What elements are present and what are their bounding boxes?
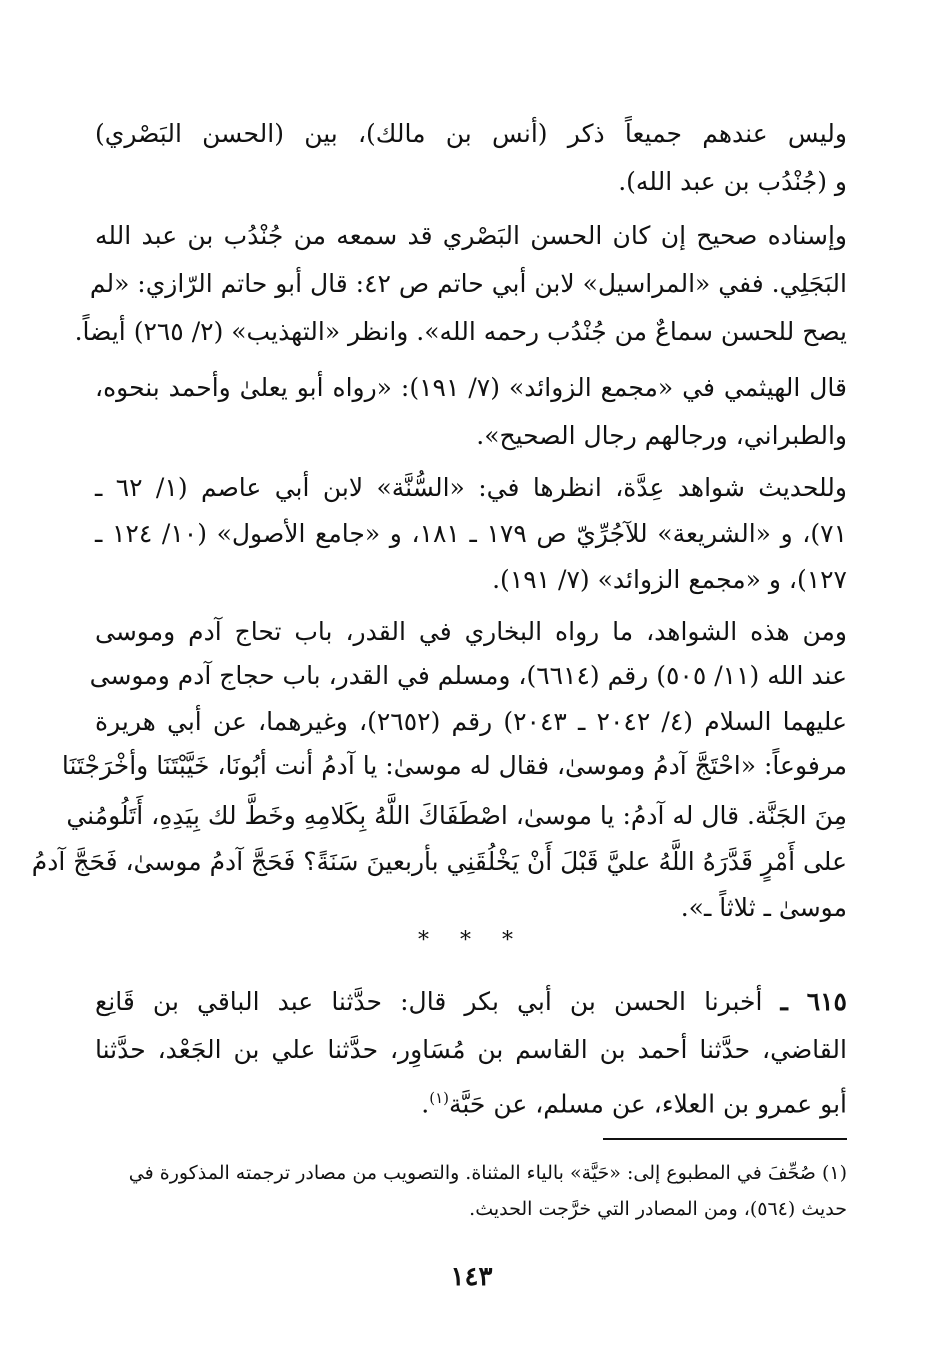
p5-line-7: موسىٰ ـ ثلاثاً ـ». — [680, 893, 847, 922]
p1-line-1: وليس عندهم جميعاً ذكر (أنس بن مالك)، بين (الحسن البَصْري) — [95, 119, 847, 148]
footnote-divider — [603, 1138, 847, 1140]
page-number: ١٤٣ — [450, 1262, 493, 1292]
p5-line-3: عليهما السلام (٤/ ٢٠٤٢ ـ ٢٠٤٣) رقم (٢٦٥٢)، وغيرهما، عن أبي هريرة — [95, 707, 848, 736]
p5-line-2: عند الله (١١/ ٥٠٥) رقم (٦٦١٤)، ومسلم في القدر، باب حجاج آدم وموسى — [89, 661, 847, 690]
p2-line-3: يصح للحسن سماعٌ من جُنْدُب رحمه الله». وانظر «التهذيب» (٢/ ٢٦٥) أيضاً. — [74, 317, 847, 346]
p4-line-2: ٧١)، و «الشريعة» للآجُرِّيّ ص ١٧٩ ـ ١٨١، و «جامع الأصول» (١٠/ ١٢٤ ـ — [95, 519, 847, 548]
p4-line-3: ١٢٧)، و «مجمع الزوائد» (٧/ ١٩١). — [492, 565, 847, 594]
footnote-line-2: حديث (٥٦٤)، ومن المصادر التي خرَّجت الحديث. — [469, 1198, 847, 1220]
p2-line-1: وإسناده صحيح إن كان الحسن البَصْري قد سمعه من جُنْدُب بن عبد الله — [95, 221, 847, 250]
hadith-end-punct: . — [421, 1089, 430, 1119]
p5-line-6: على أَمْرٍ قَدَّرَهُ اللَّهُ عليَّ قَبْلَ أَنْ يَخْلُقَنِي بأربعينَ سَنَةً؟ فَحَجَّ آدمُ موسىٰ، فَحَجَّ آدمُ — [31, 847, 847, 876]
hadith-line-1 — [95, 982, 847, 1026]
hadith-text-3: أبو عمرو بن العلاء، عن مسلم، عن حَبَّة — [448, 1089, 847, 1119]
hadith-text-1: أخبرنا الحسن بن أبي بكر قال: حدَّثنا عبد الباقي بن قَانِع — [95, 987, 763, 1016]
p5-line-4: مرفوعاً: «احْتَجَّ آدمُ وموسىٰ، فقال له موسىٰ: يا آدمُ أنت أبُونَا، خَيَّبْتَنَا وأخْرَجْتَنَا — [61, 751, 847, 780]
p1-line-2: و (جُنْدُب بن عبد الله). — [618, 167, 847, 196]
p2-line-2: البَجَلِي. ففي «المراسيل» لابن أبي حاتم ص ٤٢: قال أبو حاتم الرّازي: «لم — [89, 269, 847, 298]
hadith-line-3 — [95, 1078, 847, 1122]
hadith-line-2: القاضي، حدَّثنا أحمد بن القاسم بن مُسَاوِر، حدَّثنا علي بن الجَعْد، حدَّثنا — [95, 1035, 847, 1064]
p5-line-1: ومن هذه الشواهد، ما رواه البخاري في القدر، باب تحاج آدم وموسى — [95, 617, 847, 646]
p3-line-2: والطبراني، ورجالهم رجال الصحيح». — [476, 421, 847, 450]
p3-line-1: قال الهيثمي في «مجمع الزوائد» (٧/ ١٩١): «رواه أبو يعلىٰ وأحمد بنحوه، — [95, 373, 848, 402]
footnote-marker: (١) — [429, 1089, 449, 1107]
footnote-line-1: (١) صُحِّفَ في المطبوع إلى: «حَيَّة» بالياء المثناة. والتصويب من مصادر ترجمته المذكورة في — [128, 1162, 847, 1184]
p4-line-1: وللحديث شواهد عِدَّة، انظرها في: «السُّنَّة» لابن أبي عاصم (١/ ٦٢ ـ — [95, 473, 847, 502]
hadith-number: ٦١٥ ـ — [780, 987, 847, 1016]
section-separator: * * * — [418, 928, 525, 953]
p5-line-5: مِنَ الجَنَّة. قال له آدمُ: يا موسىٰ، اصْطَفَاكَ اللَّهُ بِكَلامِهِ وخَطَّ لك بِيَدِهِ، أَتَلُومُني — [66, 801, 847, 830]
